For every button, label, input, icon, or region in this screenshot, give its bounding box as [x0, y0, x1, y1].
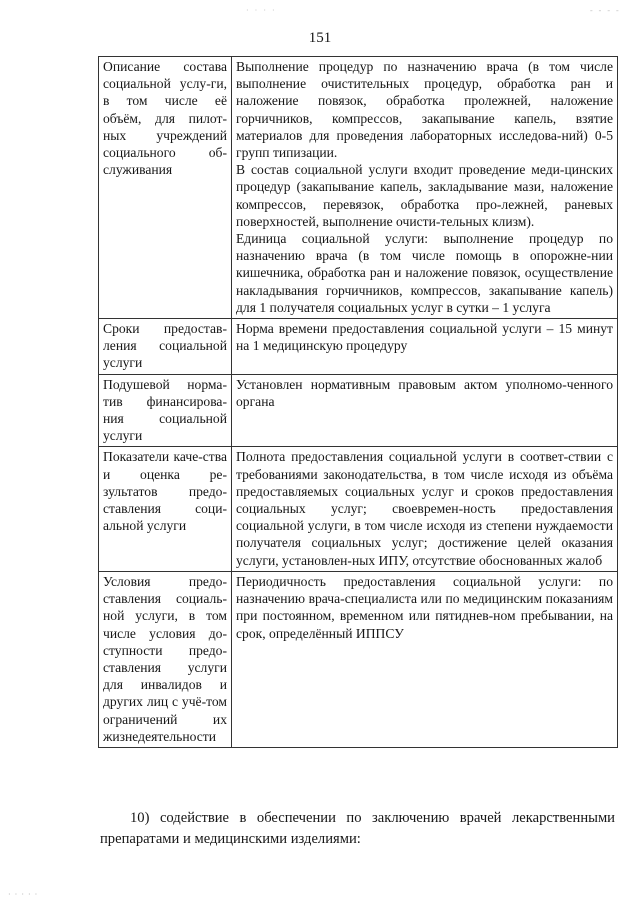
table-row	[99, 57, 618, 319]
table-row	[99, 374, 618, 447]
page-number: 151	[308, 30, 332, 46]
service-table	[98, 56, 618, 748]
table-row	[99, 571, 618, 747]
row-label-cell	[99, 447, 232, 571]
closing-text: 10) содействие в обеспечении по заключению врачей лекарственными препаратами и медицинскими изделиями:	[100, 810, 615, 847]
row-label: Показатели каче-ства и оценка ре-зультатов предо-ставления соци-альной услуги	[103, 449, 227, 534]
row-label: Условия предо-ставления социаль-ной услуги, в том числе условия до-ступности предо-ставления услуги для инвалидов и других лиц с учё-том ограничений их жизнедеятельности	[103, 573, 227, 744]
row-paragraph: Выполнение процедур по назначению врача (в том числе выполнение очистительных процедур, обработка ран и наложение повязок, обработка пролежней, наложение горчичников, компрессов, закапывание капель, взятие материалов для проведения лабораторных исследова-ний) 0-5 групп типизации.	[236, 59, 613, 161]
row-paragraph: Периодичность предоставления социальной услуги: по назначению врача-специалиста или по медицинским показаниям при постоянном, временном или пятиднев-ном пребывании, на срок, определённый ИППСУ	[236, 573, 613, 641]
table-row	[99, 447, 618, 571]
row-label-cell	[99, 571, 232, 747]
row-label: Сроки предостав-ления социальной услуги	[103, 321, 227, 371]
row-content-cell	[232, 374, 618, 447]
row-paragraph: Полнота предоставления социальной услуги в соответ-ствии с требованиями законодательства, в том числе исходя из объёма предоставляемых социальных услуг и сроков предоставления социальных услуг; своевремен-ность предоставления социальной услуги, в том числе исходя из степени нуждаемости получателя социальных услуг; достижение целей оказания услуги, установлен-ных ИПУ, отсутствие обоснованных жалоб	[236, 449, 613, 568]
row-content-cell	[232, 447, 618, 571]
row-content-cell	[232, 319, 618, 375]
scan-artifact-bottom: · · · · ·	[8, 890, 39, 899]
row-content-cell	[232, 571, 618, 747]
table-row	[99, 319, 618, 375]
scan-artifact-top-right: - - - -	[590, 6, 621, 15]
scan-artifact-top: · · · ·	[246, 6, 277, 15]
row-content-cell	[232, 57, 618, 319]
row-paragraph: Норма времени предоставления социальной услуги – 15 минут на 1 медицинскую процедуру	[236, 321, 613, 354]
row-label-cell	[99, 374, 232, 447]
row-label: Описание состава социальной услу-ги, в том числе её объём, для пилот-ных учреждений социального об-служивания	[103, 59, 227, 178]
row-label-cell	[99, 57, 232, 319]
closing-paragraph	[100, 808, 615, 850]
row-paragraph: В состав социальной услуги входит проведение меди-цинских процедур (закапывание капель, закладывание мази, наложение компрессов, перевязок, обработка про-лежней, раневых поверхностей, выполнение очисти-тельных клизм).	[236, 162, 613, 229]
row-paragraph: Единица социальной услуги: выполнение процедур по назначению врача (в том числе помощь в опорожне-нии кишечника, обработка ран и наложение повязок, осуществление накладывания горчичников, компрессов, закапывание капель) для 1 получателя социальных услуг в сутки – 1 услуга	[236, 231, 613, 315]
row-label: Подушевой норма-тив финансирова-ния социальной услуги	[103, 376, 227, 444]
row-paragraph: Установлен нормативным правовым актом уполномо-ченного органа	[236, 376, 613, 409]
row-label-cell	[99, 319, 232, 375]
